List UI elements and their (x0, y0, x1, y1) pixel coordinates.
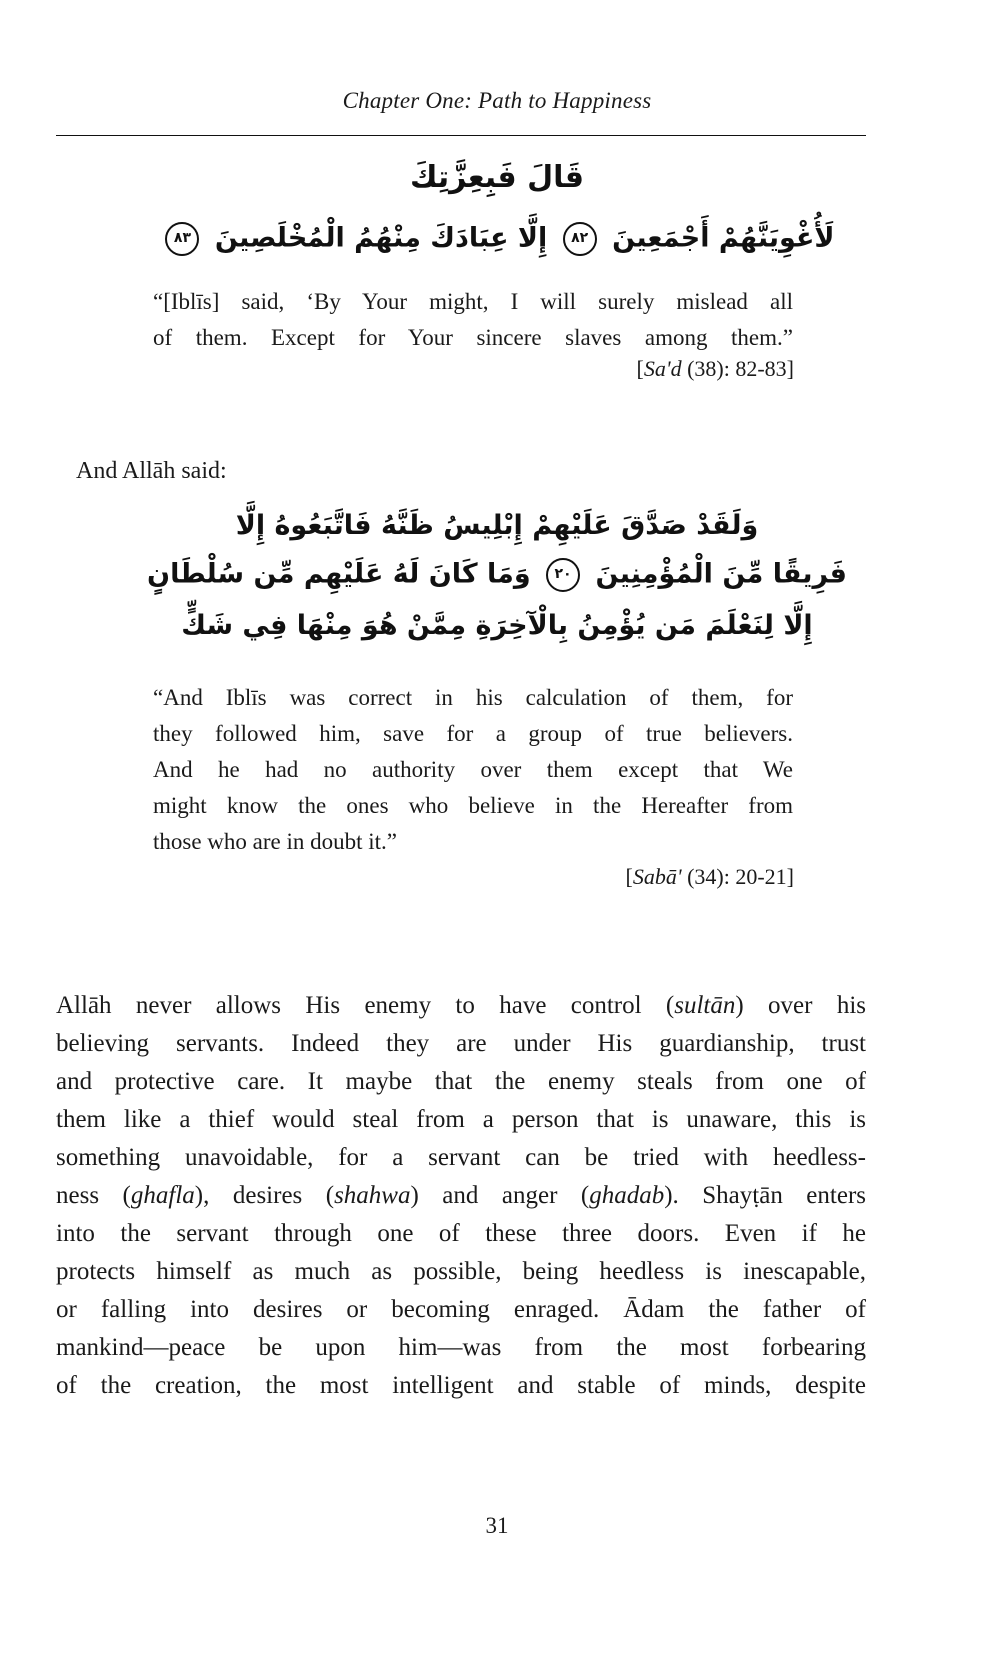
paragraph-line (56, 1329, 866, 1367)
ayah-number-marker: ٢٠ (546, 558, 580, 592)
translation-line: those who are in doubt it.” (153, 829, 398, 854)
text-run: of the creation, the most intelligent and stable of minds, despite (56, 1372, 866, 1399)
text-run: and protective care. It maybe that the enemy steals from one of (56, 1068, 866, 1095)
text-run: believing servants. Indeed they are under His guardianship, trust (56, 1030, 866, 1057)
paragraph-line (56, 1139, 866, 1177)
text-run: mankind—peace be upon him—was from the most forbearing (56, 1334, 866, 1361)
page-number: 31 (485, 1513, 509, 1538)
paragraph-line (56, 1253, 866, 1291)
transliterated-term: shahwa (334, 1182, 411, 1209)
arabic-text: وَمَا كَانَ لَهُ عَلَيْهِم مِّن سُلْطَانٍ (147, 558, 531, 590)
surah-name: Sa'd (643, 356, 682, 381)
paragraph-line (56, 987, 866, 1025)
arabic-verse-2-line-3: إِلَّا لِنَعْلَمَ مَن يُؤْمِنُ بِالْآخِرَةِ مِمَّنْ هُوَ مِنْهَا فِي شَكٍّ (181, 610, 813, 641)
arabic-verse-1-line-1: قَالَ فَبِعِزَّتِكَ (409, 160, 585, 195)
arabic-text: لَأُغْوِيَنَّهُمْ أَجْمَعِينَ (612, 222, 835, 254)
text-run: ), desires ( (194, 1182, 335, 1209)
quote-translation-1 (153, 284, 793, 356)
quote-translation-2 (153, 680, 793, 860)
arabic-verse-2-line-2 (0, 558, 994, 592)
translation-line: of them. Except for Your sincere slaves among them.” (153, 325, 793, 350)
text-run: Allāh never allows His enemy to have control ( (56, 992, 675, 1019)
text-run: or falling into desires or becoming enraged. Ādam the father of (56, 1296, 866, 1323)
paragraph-line (56, 1177, 866, 1215)
transliterated-term: sultān (674, 992, 736, 1019)
translation-line: And he had no authority over them except that We (153, 757, 793, 782)
verse-reference: (38): 82-83] (681, 356, 794, 381)
translation-line: “[Iblīs] said, ‘By Your might, I will surely mislead all (153, 289, 793, 314)
body-paragraph (56, 987, 866, 1405)
transliterated-term: ghadab (589, 1182, 665, 1209)
transliterated-term: ghafla (130, 1182, 195, 1209)
text-run: into the servant through one of these three doors. Even if he (56, 1220, 866, 1247)
arabic-verse-2-line-1: وَلَقَدْ صَدَّقَ عَلَيْهِمْ إِبْلِيسُ ظَنَّهُ فَاتَّبَعُوهُ إِلَّا (235, 510, 759, 541)
text-run: ) over his (735, 992, 866, 1019)
intro-line: And Allāh said: (76, 458, 227, 484)
text-run: them like a thief would steal from a person that is unaware, this is (56, 1106, 866, 1133)
ayah-number-marker: ٨٣ (165, 222, 199, 256)
surah-name: Sabā' (632, 864, 682, 889)
verse-reference: (34): 20-21] (681, 864, 794, 889)
arabic-text: إِلَّا عِبَادَكَ مِنْهُمُ الْمُخْلَصِينَ (214, 222, 548, 254)
translation-line: they followed him, save for a group of true believers. (153, 721, 793, 746)
paragraph-line (56, 1367, 866, 1405)
paragraph-line (56, 1063, 866, 1101)
paragraph-line (56, 1101, 866, 1139)
text-run: ). Shayṭān enters (664, 1182, 867, 1209)
arabic-text: فَرِيقًا مِّنَ الْمُؤْمِنِينَ (595, 558, 847, 590)
paragraph-line (56, 1215, 866, 1253)
arabic-verse-1-line-2 (0, 222, 994, 256)
translation-line: “And Iblīs was correct in his calculation of them, for (153, 685, 793, 710)
paragraph-line (56, 1291, 866, 1329)
text-run: something unavoidable, for a servant can be tried with heedless- (56, 1144, 866, 1171)
paragraph-line (56, 1025, 866, 1063)
citation-1: [Sa'd (38): 82-83] (636, 356, 794, 381)
ayah-number-marker: ٨٢ (563, 222, 597, 256)
running-head: Chapter One: Path to Happiness (342, 88, 652, 113)
citation-2: [Sabā' (34): 20-21] (625, 864, 794, 889)
text-run: ) and anger ( (410, 1182, 590, 1209)
header-rule (56, 135, 866, 136)
translation-line: might know the ones who believe in the Hereafter from (153, 793, 793, 818)
text-run: ness ( (56, 1182, 131, 1209)
text-run: protects himself as much as possible, being heedless is inescapable, (56, 1258, 866, 1285)
